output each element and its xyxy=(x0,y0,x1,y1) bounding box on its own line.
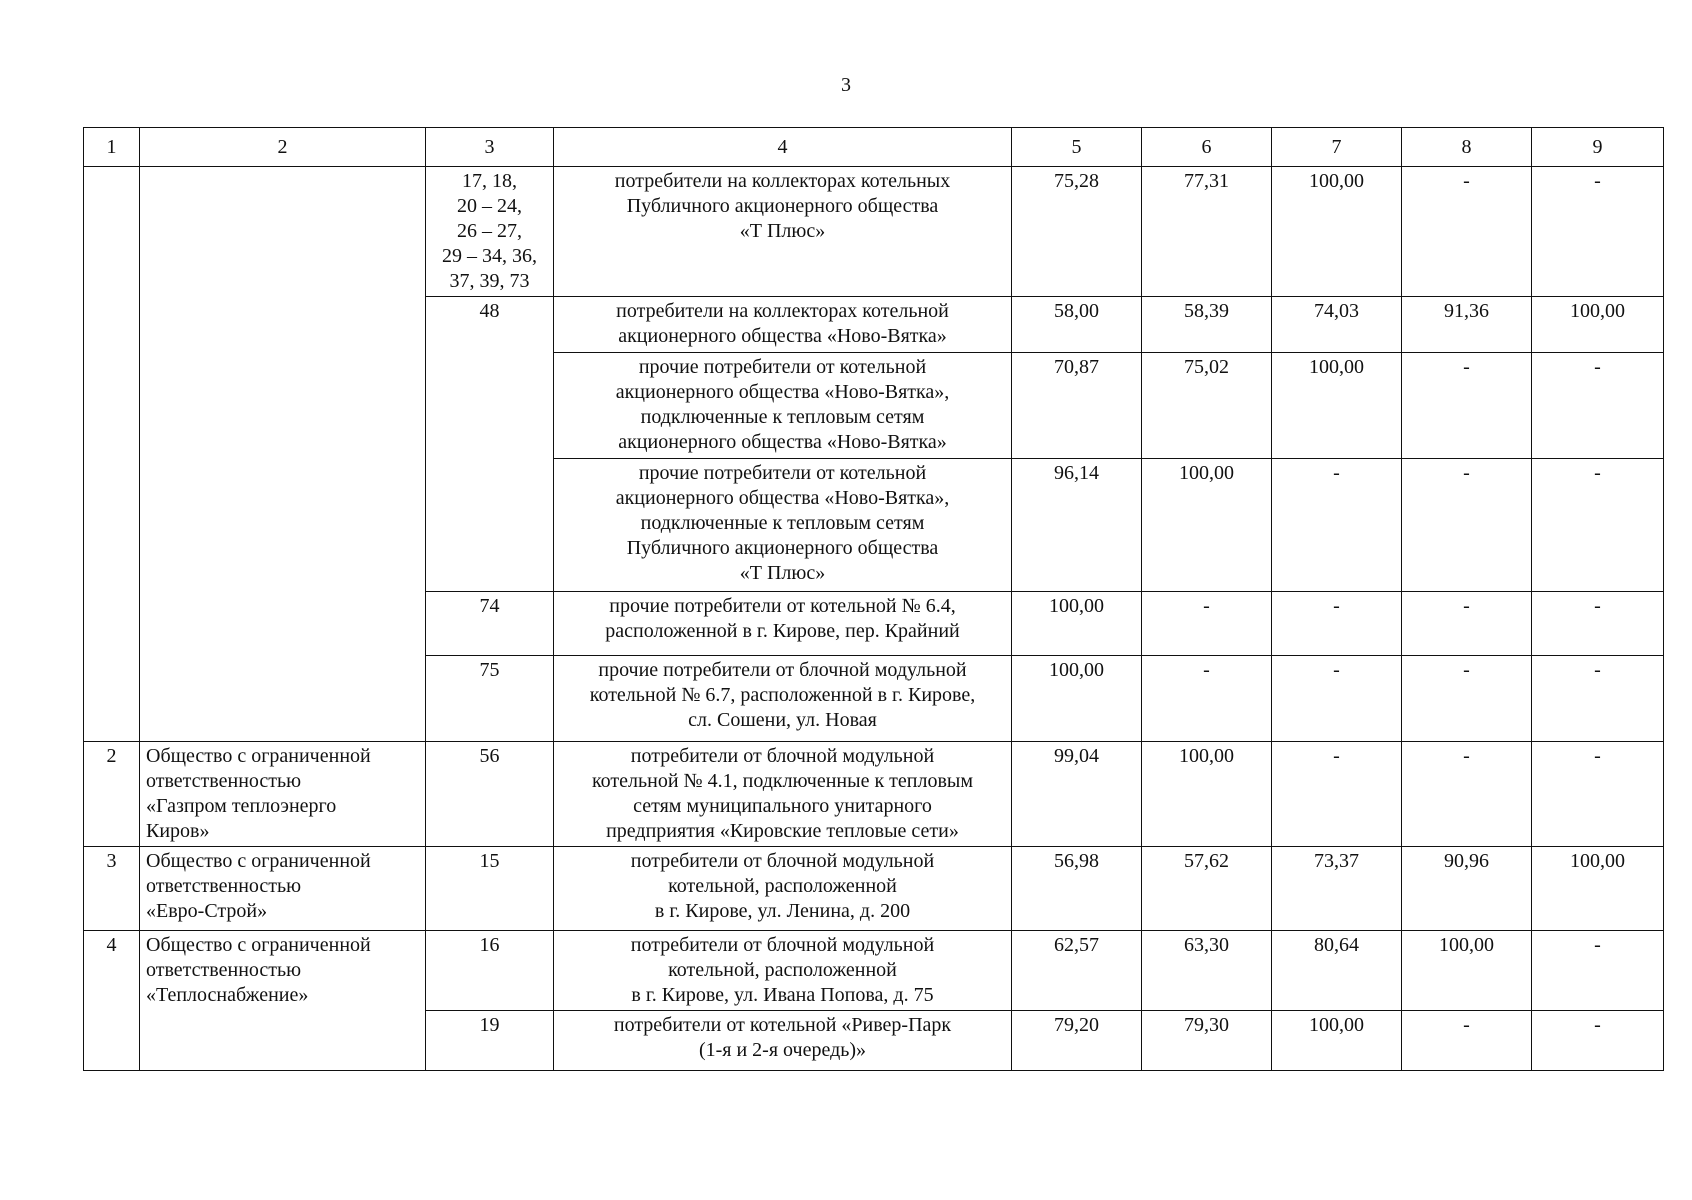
boilers-cell: 56 xyxy=(426,742,554,847)
value-cell-9: - xyxy=(1532,931,1664,1011)
value-cell-8: - xyxy=(1402,742,1532,847)
organization-cell xyxy=(140,167,426,742)
boilers-cell: 17, 18, 20 – 24, 26 – 27, 29 – 34, 36, 37, 39, 73 xyxy=(426,167,554,297)
row-number-cell: 4 xyxy=(84,931,140,1071)
row-number-cell xyxy=(84,167,140,742)
consumers-cell: потребители от блочной модульной котельной, расположенной в г. Кирове, ул. Ивана Попова, д. 75 xyxy=(554,931,1012,1011)
value-cell-5: 100,00 xyxy=(1012,656,1142,742)
value-cell-7: 74,03 xyxy=(1272,297,1402,353)
value-cell-9: - xyxy=(1532,742,1664,847)
column-header: 2 xyxy=(140,128,426,167)
value-cell-8: - xyxy=(1402,167,1532,297)
table-row xyxy=(84,167,1664,297)
column-header: 7 xyxy=(1272,128,1402,167)
consumers-cell: потребители на коллекторах котельной акционерного общества «Ново-Вятка» xyxy=(554,297,1012,353)
row-number-cell: 3 xyxy=(84,847,140,931)
column-header: 9 xyxy=(1532,128,1664,167)
value-cell-5: 100,00 xyxy=(1012,592,1142,656)
row-number-cell: 2 xyxy=(84,742,140,847)
column-header: 4 xyxy=(554,128,1012,167)
value-cell-6: - xyxy=(1142,592,1272,656)
value-cell-6: 75,02 xyxy=(1142,353,1272,459)
value-cell-6: 63,30 xyxy=(1142,931,1272,1011)
value-cell-6: - xyxy=(1142,656,1272,742)
value-cell-5: 56,98 xyxy=(1012,847,1142,931)
value-cell-9: - xyxy=(1532,353,1664,459)
table-row xyxy=(84,742,1664,847)
value-cell-8: - xyxy=(1402,592,1532,656)
value-cell-8: 100,00 xyxy=(1402,931,1532,1011)
consumers-table xyxy=(83,127,1664,1071)
page-number: 3 xyxy=(841,74,851,96)
consumers-cell: прочие потребители от котельной акционерного общества «Ново-Вятка», подключенные к тепловым сетям Публичного акционерного общества «Т Плюс» xyxy=(554,459,1012,592)
consumers-cell: потребители от котельной «Ривер-Парк (1-я и 2-я очередь)» xyxy=(554,1011,1012,1071)
value-cell-9: - xyxy=(1532,592,1664,656)
value-cell-9: 100,00 xyxy=(1532,847,1664,931)
column-header: 8 xyxy=(1402,128,1532,167)
value-cell-8: - xyxy=(1402,1011,1532,1071)
consumers-cell: прочие потребители от блочной модульной котельной № 6.7, расположенной в г. Кирове, сл. Сошени, ул. Новая xyxy=(554,656,1012,742)
value-cell-8: - xyxy=(1402,353,1532,459)
value-cell-6: 58,39 xyxy=(1142,297,1272,353)
organization-cell: Общество с ограниченной ответственностью «Газпром теплоэнерго Киров» xyxy=(140,742,426,847)
consumers-cell: прочие потребители от котельной № 6.4, расположенной в г. Кирове, пер. Крайний xyxy=(554,592,1012,656)
boilers-cell: 15 xyxy=(426,847,554,931)
consumers-cell: потребители от блочной модульной котельной, расположенной в г. Кирове, ул. Ленина, д. 200 xyxy=(554,847,1012,931)
value-cell-8: - xyxy=(1402,459,1532,592)
value-cell-6: 77,31 xyxy=(1142,167,1272,297)
value-cell-7: - xyxy=(1272,592,1402,656)
value-cell-7: - xyxy=(1272,459,1402,592)
value-cell-9: - xyxy=(1532,459,1664,592)
consumers-cell: потребители от блочной модульной котельной № 4.1, подключенные к тепловым сетям муниципального унитарного предприятия «Кировские тепловые сети» xyxy=(554,742,1012,847)
boilers-cell: 74 xyxy=(426,592,554,656)
organization-cell: Общество с ограниченной ответственностью «Евро-Строй» xyxy=(140,847,426,931)
value-cell-7: 100,00 xyxy=(1272,1011,1402,1071)
value-cell-6: 100,00 xyxy=(1142,459,1272,592)
header-row xyxy=(84,128,1664,167)
value-cell-5: 70,87 xyxy=(1012,353,1142,459)
value-cell-7: 100,00 xyxy=(1272,167,1402,297)
table-row xyxy=(84,847,1664,931)
value-cell-9: - xyxy=(1532,656,1664,742)
value-cell-5: 96,14 xyxy=(1012,459,1142,592)
value-cell-5: 62,57 xyxy=(1012,931,1142,1011)
value-cell-6: 100,00 xyxy=(1142,742,1272,847)
value-cell-5: 75,28 xyxy=(1012,167,1142,297)
table-row xyxy=(84,931,1664,1011)
value-cell-7: - xyxy=(1272,742,1402,847)
value-cell-9: - xyxy=(1532,167,1664,297)
boilers-cell: 75 xyxy=(426,656,554,742)
value-cell-9: - xyxy=(1532,1011,1664,1071)
value-cell-9: 100,00 xyxy=(1532,297,1664,353)
boilers-cell: 16 xyxy=(426,931,554,1011)
organization-cell: Общество с ограниченной ответственностью «Теплоснабжение» xyxy=(140,931,426,1071)
value-cell-6: 79,30 xyxy=(1142,1011,1272,1071)
column-header: 6 xyxy=(1142,128,1272,167)
consumers-cell: прочие потребители от котельной акционерного общества «Ново-Вятка», подключенные к тепловым сетям акционерного общества «Ново-Вятка» xyxy=(554,353,1012,459)
value-cell-5: 79,20 xyxy=(1012,1011,1142,1071)
value-cell-5: 99,04 xyxy=(1012,742,1142,847)
consumers-cell: потребители на коллекторах котельных Публичного акционерного общества «Т Плюс» xyxy=(554,167,1012,297)
value-cell-7: 100,00 xyxy=(1272,353,1402,459)
value-cell-7: 80,64 xyxy=(1272,931,1402,1011)
value-cell-8: - xyxy=(1402,656,1532,742)
value-cell-7: - xyxy=(1272,656,1402,742)
value-cell-5: 58,00 xyxy=(1012,297,1142,353)
column-header: 1 xyxy=(84,128,140,167)
boilers-cell: 19 xyxy=(426,1011,554,1071)
column-header: 5 xyxy=(1012,128,1142,167)
value-cell-8: 91,36 xyxy=(1402,297,1532,353)
column-header: 3 xyxy=(426,128,554,167)
value-cell-7: 73,37 xyxy=(1272,847,1402,931)
value-cell-6: 57,62 xyxy=(1142,847,1272,931)
value-cell-8: 90,96 xyxy=(1402,847,1532,931)
boilers-cell: 48 xyxy=(426,297,554,592)
